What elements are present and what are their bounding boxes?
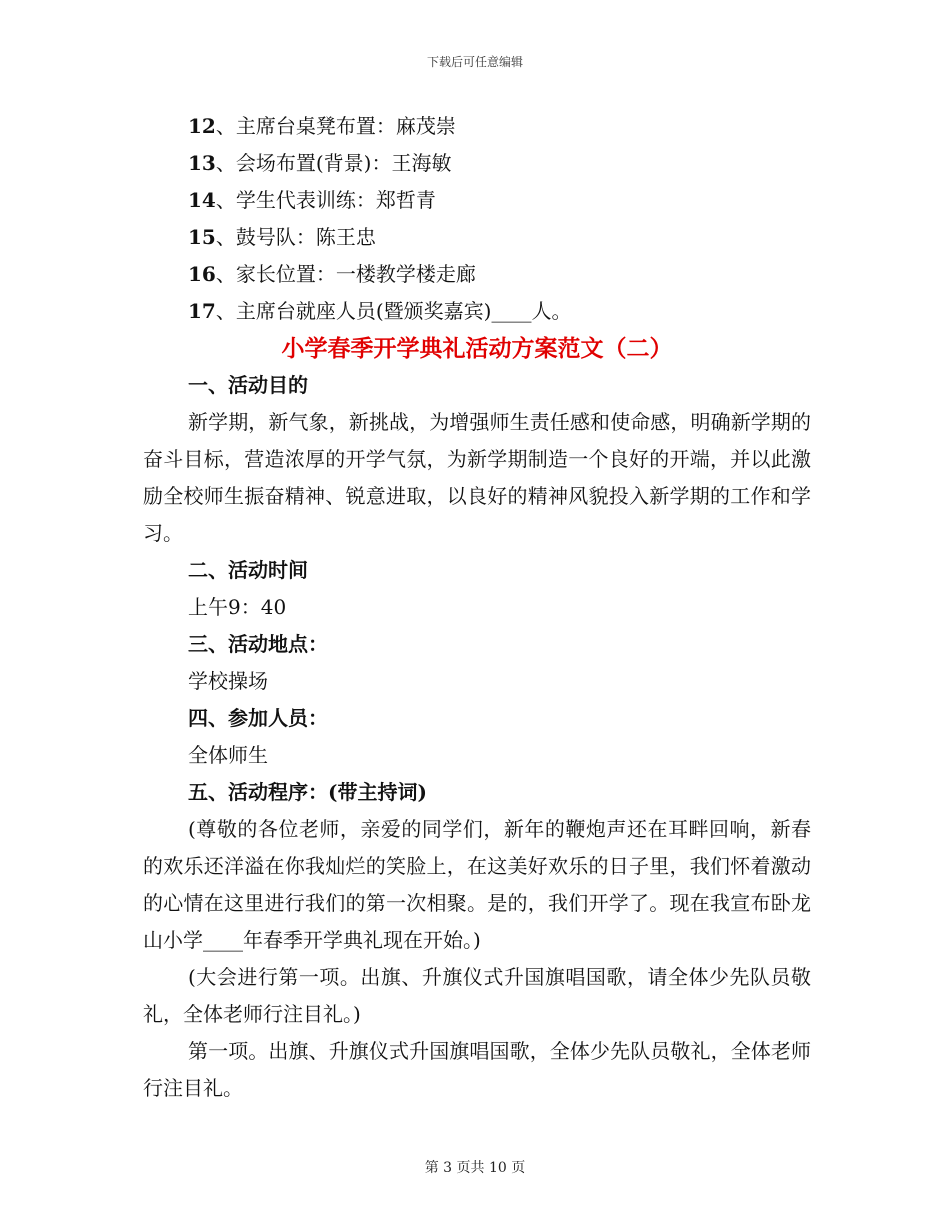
section-heading-purpose: 一、活动目的 <box>188 373 308 397</box>
document-title: 小学春季开学典礼活动方案范文（二） <box>281 335 673 362</box>
list-item-number: 17 <box>188 299 216 323</box>
document-body <box>143 108 811 1107</box>
list-item <box>143 108 811 145</box>
section-paragraph-first-item: 第一项。出旗、升旗仪式升国旗唱国歌，全体少先队员敬礼，全体老师行注目礼。 <box>143 1039 811 1100</box>
list-item-number: 13 <box>188 151 216 175</box>
list-item-text: 、家长位置：一楼教学楼走廊 <box>215 262 476 286</box>
list-item <box>143 145 811 182</box>
section-paragraph-first-item-host: (大会进行第一项。出旗、升旗仪式升国旗唱国歌，请全体少先队员敬礼，全体老师行注目礼。) <box>143 965 811 1026</box>
section-text-participants: 全体师生 <box>188 743 268 767</box>
section-text-location: 学校操场 <box>188 669 268 693</box>
list-item-text: 、主席台就座人员(暨颁奖嘉宾)____人。 <box>215 299 572 323</box>
list-item <box>143 182 811 219</box>
list-item-text: 、鼓号队：陈王忠 <box>215 225 376 249</box>
section-paragraph-opening-speech: (尊敬的各位老师，亲爱的同学们，新年的鞭炮声还在耳畔回响，新春的欢乐还洋溢在你我灿烂的笑脸上，在这美好欢乐的日子里，我们怀着激动的心情在这里进行我们的第一次相聚。是的，我们开学了。现在我宣布卧龙山小学____年春季开学典礼现在开始。) <box>143 817 811 952</box>
page-footer: 第 3 页共 10 页 <box>424 1160 526 1176</box>
list-item <box>143 219 811 256</box>
section-paragraph-purpose: 新学期，新气象，新挑战，为增强师生责任感和使命感，明确新学期的奋斗目标，营造浓厚的开学气氛，为新学期制造一个良好的开端，并以此激励全校师生振奋精神、锐意进取，以良好的精神风貌投入新学期的工作和学习。 <box>143 410 811 545</box>
list-item-text: 、学生代表训练：郑哲青 <box>215 188 436 212</box>
list-item <box>143 256 811 293</box>
section-heading-program: 五、活动程序：(带主持词) <box>188 780 427 804</box>
page-header-note: 下载后可任意编辑 <box>426 55 523 69</box>
list-item-number: 14 <box>188 188 216 212</box>
section-heading-location: 三、活动地点： <box>188 632 328 656</box>
list-item-text: 、主席台桌凳布置：麻茂崇 <box>215 114 456 138</box>
section-heading-participants: 四、参加人员： <box>188 706 328 730</box>
list-item-number: 15 <box>188 225 216 249</box>
list-item-number: 12 <box>188 114 216 138</box>
list-item <box>143 293 811 330</box>
list-item-number: 16 <box>188 262 216 286</box>
section-text-time: 上午9：40 <box>188 595 287 619</box>
list-item-text: 、会场布置(背景)：王海敏 <box>215 151 452 175</box>
section-heading-time: 二、活动时间 <box>188 558 308 582</box>
